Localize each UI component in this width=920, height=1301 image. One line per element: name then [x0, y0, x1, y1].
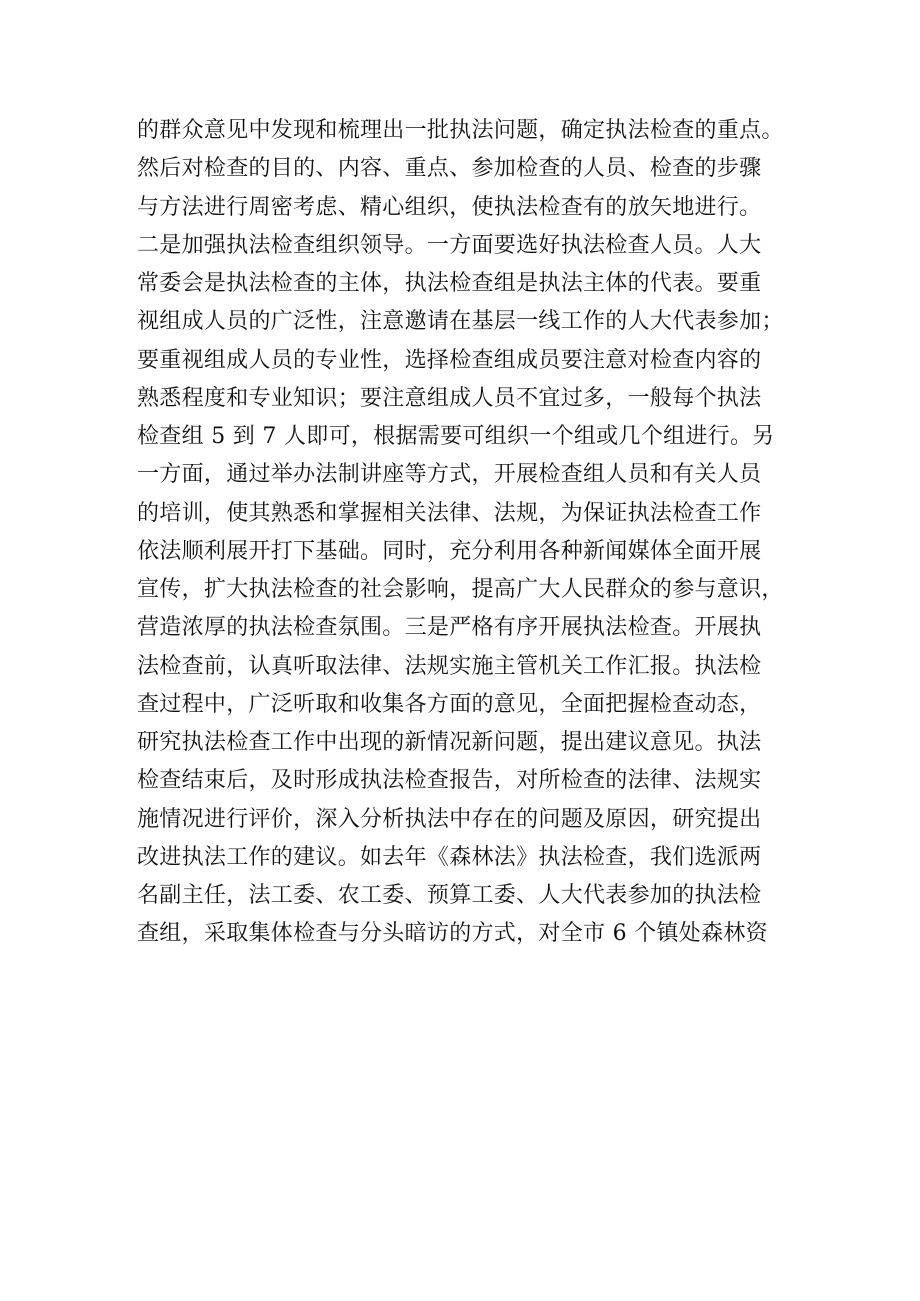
text-line: 然后对检查的目的、内容、重点、参加检查的人员、检查的步骤: [137, 156, 762, 182]
text-line: 法检查前，认真听取法律、法规实施主管机关工作汇报。执法检: [137, 653, 762, 679]
text-line: 施情况进行评价，深入分析执法中存在的问题及原因，研究提出: [137, 806, 762, 832]
text-line: 查组，采取集体检查与分头暗访的方式，对全市 6 个镇处森林资: [137, 921, 768, 947]
text-line: 宣传，扩大执法检查的社会影响，提高广大人民群众的参与意识，: [137, 577, 784, 602]
text-line: 的培训，使其熟悉和掌握相关法律、法规，为保证执法检查工作: [137, 500, 762, 526]
text-line: 熟悉程度和专业知识；要注意组成人员不宜过多，一般每个执法: [137, 385, 762, 411]
text-line: 查过程中，广泛听取和收集各方面的意见，全面把握检查动态，: [137, 691, 762, 717]
body-paragraph: [137, 112, 817, 954]
text-line: 检查组 5 到 7 人即可，根据需要可组织一个组或几个组进行。另: [137, 424, 775, 449]
text-line: 的群众意见中发现和梳理出一批执法问题，确定执法检查的重点。: [137, 118, 784, 143]
text-line: 改进执法工作的建议。如去年《森林法》执法检查，我们选派两: [137, 844, 762, 870]
text-line: 视组成人员的广泛性，注意邀请在基层一线工作的人大代表参加；: [137, 309, 784, 335]
text-line: 营造浓厚的执法检查氛围。三是严格有序开展执法检查。开展执: [137, 615, 762, 641]
text-line: 与方法进行周密考虑、精心组织，使执法检查有的放矢地进行。: [137, 194, 762, 220]
text-line: 名副主任，法工委、农工委、预算工委、人大代表参加的执法检: [137, 883, 762, 908]
text-line: 要重视组成人员的专业性，选择检查组成员要注意对检查内容的: [137, 347, 762, 373]
text-line: 二是加强执法检查组织领导。一方面要选好执法检查人员。人大: [137, 232, 762, 258]
text-line: 常委会是执法检查的主体，执法检查组是执法主体的代表。要重: [137, 271, 762, 296]
text-line: 一方面，通过举办法制讲座等方式，开展检查组人员和有关人员: [137, 462, 762, 488]
text-line: 依法顺利展开打下基础。同时，充分利用各种新闻媒体全面开展: [137, 538, 762, 564]
text-line: 研究执法检查工作中出现的新情况新问题，提出建议意见。执法: [137, 730, 762, 755]
text-line: 检查结束后，及时形成执法检查报告，对所检查的法律、法规实: [137, 768, 762, 794]
